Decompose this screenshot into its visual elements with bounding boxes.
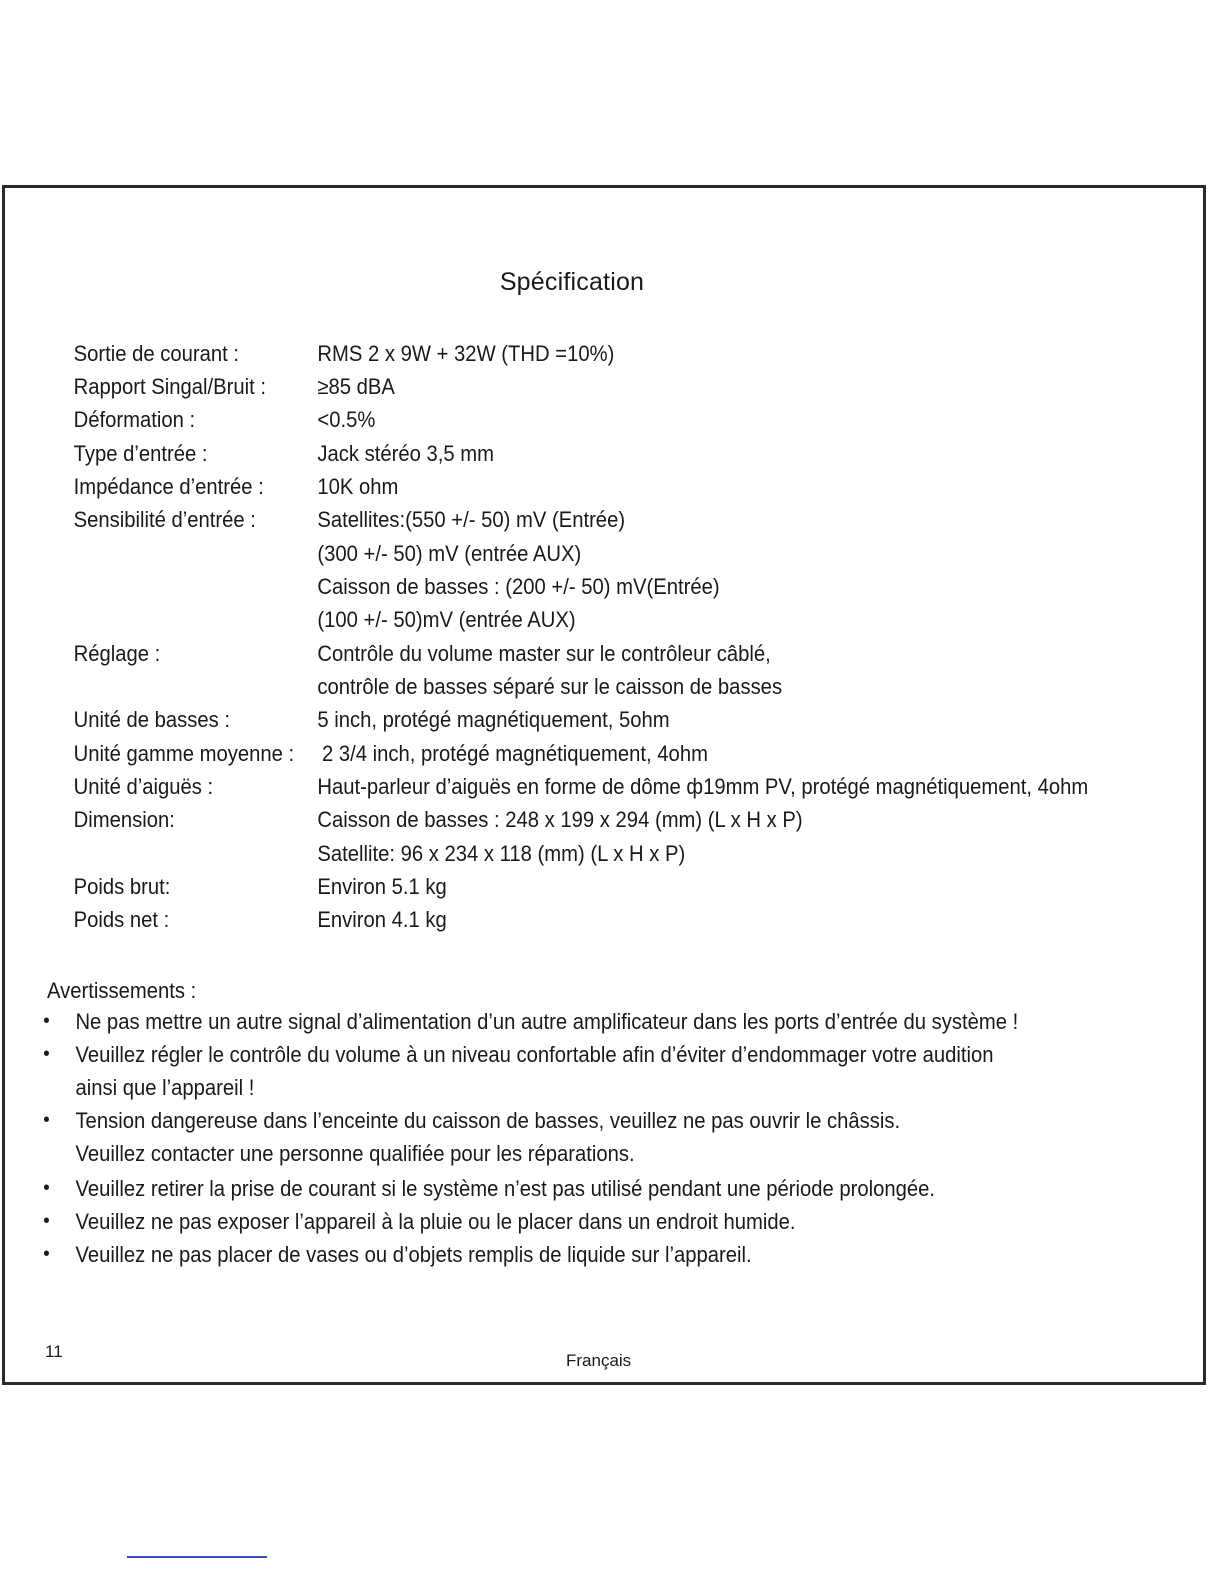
spec-row xyxy=(0,703,1126,736)
spec-value: 2 3/4 inch, protégé magnétiquement, 4ohm xyxy=(322,741,708,766)
footer-language: Français xyxy=(566,1351,632,1370)
spec-label: Rapport Singal/Bruit : xyxy=(73,374,266,399)
warnings-heading: Avertissements : xyxy=(47,978,197,1003)
spec-label: Poids brut: xyxy=(73,874,171,899)
warning-item xyxy=(0,1238,1126,1271)
bullet-icon: • xyxy=(43,1177,50,1199)
spec-value: <0.5% xyxy=(317,407,376,432)
spec-value: Satellite: 96 x 234 x 118 (mm) (L x H x P) xyxy=(317,841,686,866)
spec-row xyxy=(0,737,1126,770)
bullet-icon: • xyxy=(43,1043,50,1065)
spec-row xyxy=(0,470,1126,503)
spec-value: Haut-parleur d’aiguës en forme de dôme ф19mm PV, protégé magnétiquement, 4ohm xyxy=(317,774,1089,799)
spec-label: Sensibilité d’entrée : xyxy=(73,507,256,532)
spec-row xyxy=(0,370,1126,403)
warning-item xyxy=(0,1005,1126,1038)
spec-row xyxy=(0,770,1126,803)
spec-value: 10K ohm xyxy=(317,474,399,499)
spec-row xyxy=(0,870,1126,903)
spec-label: Poids net : xyxy=(73,907,170,932)
spec-row xyxy=(0,670,1126,703)
spec-row xyxy=(0,570,1126,603)
spec-label: Dimension: xyxy=(73,807,175,832)
spec-label: Unité d’aiguës : xyxy=(73,774,214,799)
warning-text: Ne pas mettre un autre signal d’alimentation d’un autre amplificateur dans les ports d’entrée du système ! xyxy=(75,1009,1019,1034)
spec-value: Contrôle du volume master sur le contrôleur câblé, xyxy=(317,641,771,666)
spec-row xyxy=(0,803,1126,836)
spec-value: Environ 4.1 kg xyxy=(317,907,447,932)
divider xyxy=(127,1556,267,1558)
spec-row xyxy=(0,537,1126,570)
spec-row xyxy=(0,637,1126,670)
spec-row xyxy=(0,903,1126,936)
bullet-icon: • xyxy=(43,1109,50,1131)
spec-row xyxy=(0,837,1126,870)
spec-label: Déformation : xyxy=(73,407,196,432)
warning-item xyxy=(0,1172,1126,1205)
spec-value: Caisson de basses : (200 +/- 50) mV(Entrée) xyxy=(317,574,720,599)
bullet-icon: • xyxy=(43,1243,50,1265)
spec-value: Environ 5.1 kg xyxy=(317,874,447,899)
spec-value: (300 +/- 50) mV (entrée AUX) xyxy=(317,541,582,566)
warning-text: Veuillez retirer la prise de courant si le système n’est pas utilisé pendant une période prolongée. xyxy=(75,1176,936,1201)
spec-row xyxy=(0,437,1126,470)
spec-value: (100 +/- 50)mV (entrée AUX) xyxy=(317,607,576,632)
spec-value: Caisson de basses : 248 x 199 x 294 (mm) (L x H x P) xyxy=(317,807,803,832)
warning-item xyxy=(0,1038,1126,1071)
warning-text: Veuillez contacter une personne qualifiée pour les réparations. xyxy=(75,1141,635,1166)
spec-value: ≥85 dBA xyxy=(317,374,395,399)
spec-value: contrôle de basses séparé sur le caisson de basses xyxy=(317,674,783,699)
warning-text: Veuillez ne pas exposer l’appareil à la pluie ou le placer dans un endroit humide. xyxy=(75,1209,796,1234)
spec-label: Unité gamme moyenne : xyxy=(73,741,295,766)
spec-value: 5 inch, protégé magnétiquement, 5ohm xyxy=(317,707,670,732)
spec-label: Type d’entrée : xyxy=(73,441,208,466)
spec-row xyxy=(0,403,1126,436)
warning-item xyxy=(0,1205,1126,1238)
spec-value: RMS 2 x 9W + 32W (THD =10%) xyxy=(317,341,615,366)
warning-text: Tension dangereuse dans l’enceinte du caisson de basses, veuillez ne pas ouvrir le châssis. xyxy=(75,1108,901,1133)
warning-text: Veuillez régler le contrôle du volume à un niveau confortable afin d’éviter d’endommager votre audition xyxy=(75,1042,994,1067)
warning-item-continuation xyxy=(0,1071,1126,1104)
spec-row xyxy=(0,337,1126,370)
spec-label: Unité de basses : xyxy=(73,707,230,732)
warning-item-continuation xyxy=(0,1137,1126,1170)
warning-text: ainsi que l’appareil ! xyxy=(75,1075,255,1100)
spec-label: Réglage : xyxy=(73,641,161,666)
spec-value: Satellites:(550 +/- 50) mV (Entrée) xyxy=(317,507,626,532)
spec-label: Sortie de courant : xyxy=(73,341,239,366)
page-title: Spécification xyxy=(499,268,645,296)
spec-value: Jack stéréo 3,5 mm xyxy=(317,441,494,466)
spec-row xyxy=(0,603,1126,636)
spec-label: Impédance d’entrée : xyxy=(73,474,264,499)
spec-row xyxy=(0,503,1126,536)
page-number: 11 xyxy=(45,1342,63,1361)
warning-item xyxy=(0,1104,1126,1137)
warning-text: Veuillez ne pas placer de vases ou d’objets remplis de liquide sur l’appareil. xyxy=(75,1242,752,1267)
bullet-icon: • xyxy=(43,1210,50,1232)
bullet-icon: • xyxy=(43,1010,50,1032)
